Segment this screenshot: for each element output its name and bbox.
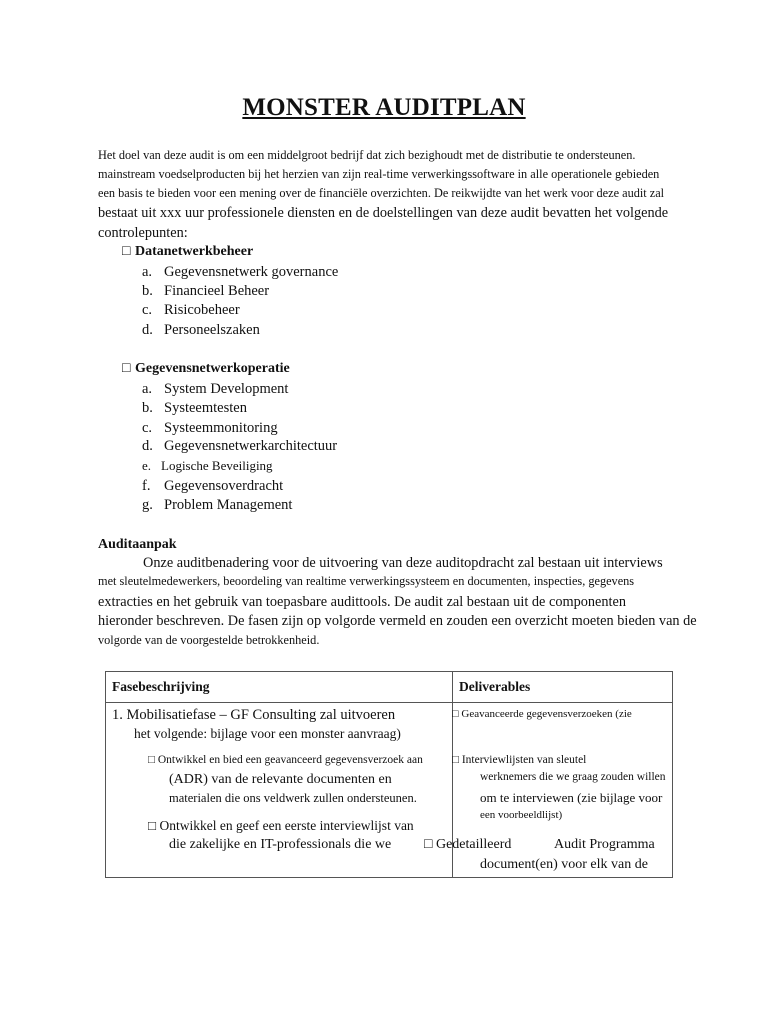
table-header-divider (106, 702, 672, 703)
table-cell: □ Geavanceerde gegevensverzoeken (zie (452, 708, 632, 720)
table-cell: werknemers die we graag zouden willen (480, 771, 666, 783)
approach-heading: Auditaanpak (98, 537, 177, 552)
table-header-deliverables: Deliverables (459, 679, 531, 694)
section-heading-datanetwerkbeheer (122, 244, 253, 260)
intro-line: bestaat uit xxx uur professionele diensten en de doelstellingen van deze audit bevatten het volgende (98, 205, 669, 221)
list-item: a. Gegevensnetwerk governance (142, 264, 339, 280)
table-cell: □ Ontwikkel en bied een geavanceerd gegevensverzoek aan (148, 754, 423, 766)
table-cell: materialen die ons veldwerk zullen ondersteunen. (169, 791, 417, 805)
table-cell: 1. Mobilisatiefase – GF Consulting zal uitvoeren (112, 707, 396, 723)
intro-line: controlepunten: (98, 225, 188, 241)
list-item: f. Gegevensoverdracht (142, 478, 284, 494)
list-item: b. Financieel Beheer (142, 283, 270, 299)
section-heading-label: Gegevensnetwerkoperatie (135, 361, 290, 376)
checkbox-bullet-icon: □ (122, 244, 131, 259)
table-cell: het volgende: bijlage voor een monster aanvraag) (134, 726, 401, 741)
table-cell: document(en) voor elk van de (480, 857, 648, 872)
approach-line: extracties en het gebruik van toepasbare audittools. De audit zal bestaan uit de componenten (98, 594, 627, 610)
checkbox-bullet-icon: □ (122, 361, 131, 376)
approach-line: met sleutelmedewerkers, beoordeling van realtime verwerkingssysteem en documenten, inspecties, gegevens (98, 574, 635, 588)
intro-line: Het doel van deze audit is om een middelgroot bedrijf dat zich bezighoudt met de distributie te ondersteunen. (98, 148, 636, 162)
section-heading-label: Datanetwerkbeheer (135, 244, 254, 259)
list-item: g. Problem Management (142, 497, 293, 513)
section-heading-gegevensnetwerkoperatie (122, 361, 290, 377)
list-item: c. Risicobeheer (142, 302, 240, 318)
list-item: e. Logische Beveiliging (142, 458, 273, 473)
list-item: a. System Development (142, 381, 289, 397)
table-cell: om te interviewen (zie bijlage voor (480, 790, 663, 805)
approach-line: hieronder beschreven. De fasen zijn op volgorde vermeld en zouden een overzicht moeten bieden van de (98, 613, 697, 629)
list-item: d. Personeelszaken (142, 322, 260, 338)
list-item: c. Systeemmonitoring (142, 420, 278, 436)
table-header-fasebeschrijving: Fasebeschrijving (112, 679, 210, 694)
table-cell: een voorbeeldlijst) (480, 809, 563, 821)
table-cell: (ADR) van de relevante documenten en (169, 772, 392, 787)
intro-line: een basis te bieden voor een mening over de financiële overzichten. De reikwijdte van het werk voor deze audit zal (98, 186, 665, 200)
list-item: b. Systeemtesten (142, 400, 247, 416)
approach-line: volgorde van de voorgestelde betrokkenheid. (98, 633, 320, 647)
table-cell: □ Interviewlijsten van sleutel (452, 754, 587, 766)
list-item: d. Gegevensnetwerkarchitectuur (142, 438, 338, 454)
table-cell: die zakelijke en IT-professionals die we (169, 837, 392, 852)
table-cell: □ Ontwikkel en geef een eerste interviewlijst van (148, 818, 414, 833)
intro-line: mainstream voedselproducten bij het herzien van zijn real-time verwerkingssoftware in alle operationele gebieden (98, 167, 660, 181)
approach-line: Onze auditbenadering voor de uitvoering van deze auditopdracht zal bestaan uit interviews (143, 555, 663, 571)
phase-table (105, 671, 673, 878)
document-title: MONSTER AUDITPLAN (242, 94, 526, 121)
table-cell: □ Gedetailleerd (424, 837, 512, 852)
table-cell: Audit Programma (554, 837, 655, 852)
